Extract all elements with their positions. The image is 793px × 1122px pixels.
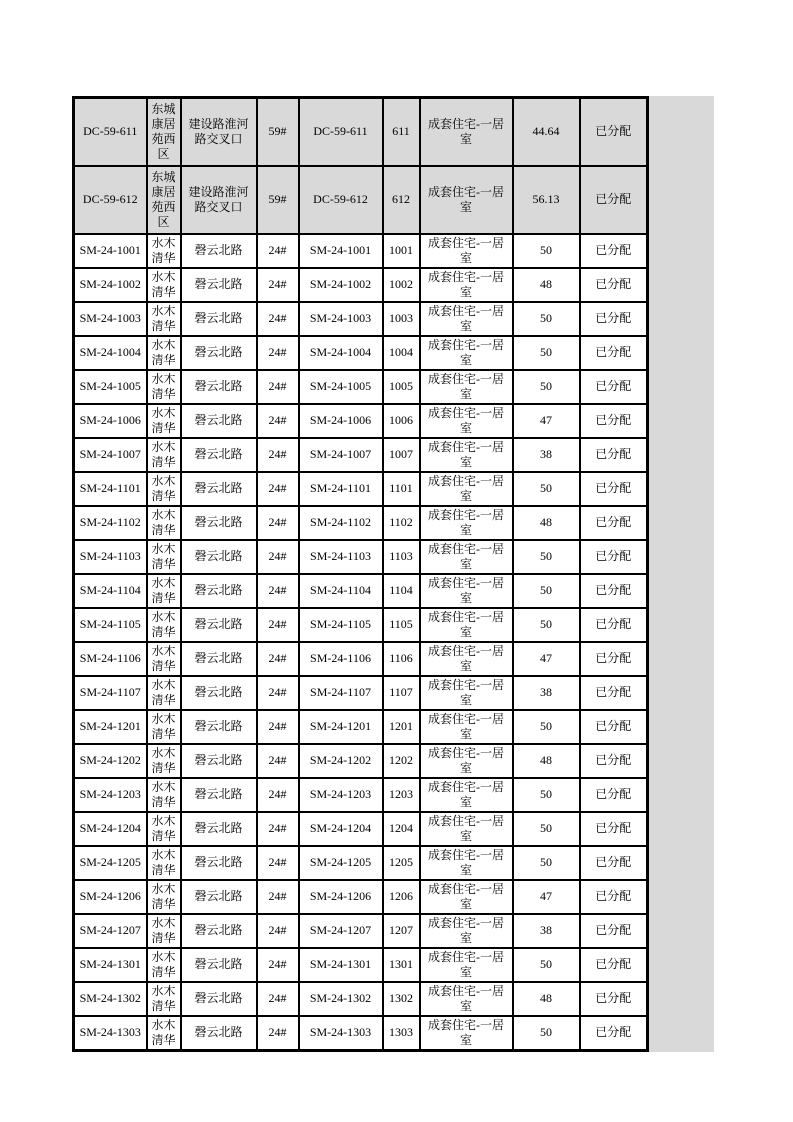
cell-area: 38 <box>513 676 580 710</box>
cell-code: SM-24-1105 <box>74 608 147 642</box>
cell-code: SM-24-1001 <box>74 234 147 268</box>
cell-room: 1004 <box>383 336 420 370</box>
cell-code_ref: SM-24-1202 <box>299 744 383 778</box>
cell-type: 成套住宅-一居室 <box>420 982 513 1016</box>
table-row <box>74 438 648 472</box>
cell-type: 成套住宅-一居室 <box>420 574 513 608</box>
cell-building: 24# <box>257 778 299 812</box>
cell-building: 24# <box>257 370 299 404</box>
cell-type: 成套住宅-一居室 <box>420 1016 513 1051</box>
cell-code: SM-24-1107 <box>74 676 147 710</box>
cell-building: 24# <box>257 404 299 438</box>
cell-road: 磬云北路 <box>181 642 257 676</box>
cell-estate: 水木清华 <box>147 404 181 438</box>
cell-building: 24# <box>257 234 299 268</box>
cell-code: SM-24-1302 <box>74 982 147 1016</box>
cell-room: 1202 <box>383 744 420 778</box>
cell-room: 1107 <box>383 676 420 710</box>
cell-area: 50 <box>513 302 580 336</box>
cell-building: 24# <box>257 268 299 302</box>
cell-road: 建设路淮河路交叉口 <box>181 166 257 234</box>
cell-type: 成套住宅-一居室 <box>420 914 513 948</box>
cell-status: 已分配 <box>580 710 648 744</box>
cell-road: 磬云北路 <box>181 710 257 744</box>
cell-estate: 水木清华 <box>147 982 181 1016</box>
cell-type: 成套住宅-一居室 <box>420 642 513 676</box>
cell-code_ref: SM-24-1001 <box>299 234 383 268</box>
cell-type: 成套住宅-一居室 <box>420 948 513 982</box>
cell-estate: 水木清华 <box>147 710 181 744</box>
cell-road: 磬云北路 <box>181 744 257 778</box>
cell-type: 成套住宅-一居室 <box>420 166 513 234</box>
cell-area: 48 <box>513 268 580 302</box>
cell-type: 成套住宅-一居室 <box>420 676 513 710</box>
table-row <box>74 914 648 948</box>
table-row <box>74 574 648 608</box>
cell-area: 47 <box>513 880 580 914</box>
cell-status: 已分配 <box>580 1016 648 1051</box>
cell-road: 磬云北路 <box>181 540 257 574</box>
table-row <box>74 404 648 438</box>
cell-building: 24# <box>257 302 299 336</box>
cell-room: 1301 <box>383 948 420 982</box>
cell-area: 47 <box>513 404 580 438</box>
cell-code_ref: SM-24-1004 <box>299 336 383 370</box>
cell-code: DC-59-612 <box>74 166 147 234</box>
cell-type: 成套住宅-一居室 <box>420 778 513 812</box>
cell-estate: 水木清华 <box>147 744 181 778</box>
cell-code: SM-24-1103 <box>74 540 147 574</box>
cell-status: 已分配 <box>580 540 648 574</box>
cell-area: 50 <box>513 1016 580 1051</box>
cell-road: 磬云北路 <box>181 302 257 336</box>
cell-estate: 水木清华 <box>147 676 181 710</box>
cell-room: 1101 <box>383 472 420 506</box>
cell-status: 已分配 <box>580 608 648 642</box>
cell-room: 1203 <box>383 778 420 812</box>
cell-status: 已分配 <box>580 914 648 948</box>
cell-type: 成套住宅-一居室 <box>420 608 513 642</box>
cell-building: 24# <box>257 506 299 540</box>
cell-road: 磬云北路 <box>181 846 257 880</box>
cell-status: 已分配 <box>580 268 648 302</box>
table-row <box>74 166 648 234</box>
cell-code: SM-24-1205 <box>74 846 147 880</box>
cell-building: 24# <box>257 438 299 472</box>
cell-code_ref: SM-24-1203 <box>299 778 383 812</box>
cell-code: SM-24-1002 <box>74 268 147 302</box>
cell-status: 已分配 <box>580 676 648 710</box>
cell-estate: 水木清华 <box>147 302 181 336</box>
cell-status: 已分配 <box>580 506 648 540</box>
cell-status: 已分配 <box>580 982 648 1016</box>
cell-status: 已分配 <box>580 846 648 880</box>
cell-estate: 水木清华 <box>147 574 181 608</box>
table-row <box>74 880 648 914</box>
cell-code: SM-24-1003 <box>74 302 147 336</box>
cell-code: SM-24-1206 <box>74 880 147 914</box>
cell-area: 48 <box>513 982 580 1016</box>
cell-road: 磬云北路 <box>181 506 257 540</box>
table-row <box>74 1016 648 1051</box>
cell-estate: 东城康居苑西区 <box>147 98 181 166</box>
table-row <box>74 948 648 982</box>
cell-estate: 水木清华 <box>147 880 181 914</box>
cell-room: 1002 <box>383 268 420 302</box>
cell-road: 磬云北路 <box>181 948 257 982</box>
cell-status: 已分配 <box>580 880 648 914</box>
cell-status: 已分配 <box>580 642 648 676</box>
cell-room: 1201 <box>383 710 420 744</box>
cell-building: 59# <box>257 166 299 234</box>
cell-type: 成套住宅-一居室 <box>420 880 513 914</box>
cell-code: SM-24-1006 <box>74 404 147 438</box>
cell-code_ref: SM-24-1303 <box>299 1016 383 1051</box>
table-row <box>74 302 648 336</box>
cell-room: 611 <box>383 98 420 166</box>
cell-code_ref: SM-24-1102 <box>299 506 383 540</box>
cell-status: 已分配 <box>580 336 648 370</box>
table-row <box>74 676 648 710</box>
cell-building: 24# <box>257 812 299 846</box>
cell-type: 成套住宅-一居室 <box>420 370 513 404</box>
cell-building: 24# <box>257 846 299 880</box>
cell-code_ref: SM-24-1205 <box>299 846 383 880</box>
cell-code_ref: DC-59-611 <box>299 98 383 166</box>
cell-area: 50 <box>513 574 580 608</box>
cell-code_ref: SM-24-1103 <box>299 540 383 574</box>
cell-building: 24# <box>257 1016 299 1051</box>
cell-status: 已分配 <box>580 438 648 472</box>
cell-road: 磬云北路 <box>181 982 257 1016</box>
cell-code_ref: SM-24-1105 <box>299 608 383 642</box>
cell-area: 50 <box>513 608 580 642</box>
cell-room: 1303 <box>383 1016 420 1051</box>
table-row <box>74 540 648 574</box>
cell-estate: 水木清华 <box>147 846 181 880</box>
cell-status: 已分配 <box>580 948 648 982</box>
cell-status: 已分配 <box>580 472 648 506</box>
cell-area: 47 <box>513 642 580 676</box>
cell-type: 成套住宅-一居室 <box>420 404 513 438</box>
cell-type: 成套住宅-一居室 <box>420 98 513 166</box>
cell-estate: 水木清华 <box>147 234 181 268</box>
cell-estate: 水木清华 <box>147 506 181 540</box>
cell-road: 磬云北路 <box>181 676 257 710</box>
cell-room: 1105 <box>383 608 420 642</box>
cell-area: 50 <box>513 710 580 744</box>
cell-room: 1106 <box>383 642 420 676</box>
cell-road: 磬云北路 <box>181 404 257 438</box>
cell-building: 24# <box>257 880 299 914</box>
table-row <box>74 472 648 506</box>
cell-area: 50 <box>513 846 580 880</box>
cell-road: 磬云北路 <box>181 268 257 302</box>
cell-area: 44.64 <box>513 98 580 166</box>
cell-room: 1103 <box>383 540 420 574</box>
cell-road: 磬云北路 <box>181 574 257 608</box>
cell-estate: 水木清华 <box>147 948 181 982</box>
cell-type: 成套住宅-一居室 <box>420 234 513 268</box>
cell-type: 成套住宅-一居室 <box>420 812 513 846</box>
cell-estate: 水木清华 <box>147 608 181 642</box>
cell-room: 1206 <box>383 880 420 914</box>
cell-building: 24# <box>257 608 299 642</box>
cell-building: 24# <box>257 744 299 778</box>
table-row <box>74 846 648 880</box>
cell-road: 磬云北路 <box>181 336 257 370</box>
cell-status: 已分配 <box>580 812 648 846</box>
cell-estate: 水木清华 <box>147 268 181 302</box>
cell-building: 24# <box>257 540 299 574</box>
cell-status: 已分配 <box>580 404 648 438</box>
cell-estate: 水木清华 <box>147 472 181 506</box>
cell-status: 已分配 <box>580 234 648 268</box>
cell-area: 38 <box>513 438 580 472</box>
cell-status: 已分配 <box>580 166 648 234</box>
cell-room: 1102 <box>383 506 420 540</box>
cell-code_ref: SM-24-1107 <box>299 676 383 710</box>
cell-area: 48 <box>513 506 580 540</box>
table-row <box>74 982 648 1016</box>
cell-area: 50 <box>513 812 580 846</box>
table-row <box>74 778 648 812</box>
cell-code: SM-24-1005 <box>74 370 147 404</box>
table-row <box>74 608 648 642</box>
table-row <box>74 710 648 744</box>
cell-code: DC-59-611 <box>74 98 147 166</box>
cell-code_ref: SM-24-1005 <box>299 370 383 404</box>
cell-room: 1204 <box>383 812 420 846</box>
cell-code_ref: SM-24-1006 <box>299 404 383 438</box>
cell-code_ref: DC-59-612 <box>299 166 383 234</box>
cell-road: 磬云北路 <box>181 438 257 472</box>
cell-estate: 水木清华 <box>147 914 181 948</box>
cell-type: 成套住宅-一居室 <box>420 710 513 744</box>
cell-room: 1006 <box>383 404 420 438</box>
cell-room: 1207 <box>383 914 420 948</box>
cell-code_ref: SM-24-1302 <box>299 982 383 1016</box>
cell-building: 24# <box>257 914 299 948</box>
cell-estate: 水木清华 <box>147 1016 181 1051</box>
cell-type: 成套住宅-一居室 <box>420 506 513 540</box>
cell-area: 50 <box>513 472 580 506</box>
table-row <box>74 370 648 404</box>
cell-status: 已分配 <box>580 744 648 778</box>
cell-building: 59# <box>257 98 299 166</box>
cell-estate: 东城康居苑西区 <box>147 166 181 234</box>
cell-road: 建设路淮河路交叉口 <box>181 98 257 166</box>
cell-room: 1005 <box>383 370 420 404</box>
cell-road: 磬云北路 <box>181 472 257 506</box>
cell-building: 24# <box>257 982 299 1016</box>
cell-area: 50 <box>513 540 580 574</box>
cell-type: 成套住宅-一居室 <box>420 540 513 574</box>
cell-code: SM-24-1202 <box>74 744 147 778</box>
cell-code_ref: SM-24-1207 <box>299 914 383 948</box>
table-row <box>74 98 648 166</box>
cell-room: 1003 <box>383 302 420 336</box>
cell-road: 磬云北路 <box>181 370 257 404</box>
table-row <box>74 812 648 846</box>
cell-building: 24# <box>257 472 299 506</box>
cell-area: 56.13 <box>513 166 580 234</box>
cell-status: 已分配 <box>580 778 648 812</box>
cell-type: 成套住宅-一居室 <box>420 472 513 506</box>
cell-code_ref: SM-24-1003 <box>299 302 383 336</box>
table-area <box>72 96 714 1052</box>
cell-estate: 水木清华 <box>147 336 181 370</box>
cell-code_ref: SM-24-1301 <box>299 948 383 982</box>
cell-type: 成套住宅-一居室 <box>420 302 513 336</box>
cell-status: 已分配 <box>580 574 648 608</box>
table-row <box>74 336 648 370</box>
cell-type: 成套住宅-一居室 <box>420 744 513 778</box>
cell-code: SM-24-1301 <box>74 948 147 982</box>
cell-code: SM-24-1106 <box>74 642 147 676</box>
cell-room: 1302 <box>383 982 420 1016</box>
cell-road: 磬云北路 <box>181 778 257 812</box>
cell-estate: 水木清华 <box>147 778 181 812</box>
cell-building: 24# <box>257 676 299 710</box>
cell-code: SM-24-1203 <box>74 778 147 812</box>
cell-area: 50 <box>513 234 580 268</box>
cell-building: 24# <box>257 336 299 370</box>
cell-area: 50 <box>513 778 580 812</box>
cell-building: 24# <box>257 642 299 676</box>
table-row <box>74 234 648 268</box>
cell-status: 已分配 <box>580 302 648 336</box>
cell-road: 磬云北路 <box>181 880 257 914</box>
cell-type: 成套住宅-一居室 <box>420 846 513 880</box>
cell-area: 50 <box>513 948 580 982</box>
cell-code_ref: SM-24-1007 <box>299 438 383 472</box>
cell-estate: 水木清华 <box>147 370 181 404</box>
cell-estate: 水木清华 <box>147 438 181 472</box>
cell-room: 612 <box>383 166 420 234</box>
cell-road: 磬云北路 <box>181 1016 257 1051</box>
table-row <box>74 268 648 302</box>
cell-code: SM-24-1201 <box>74 710 147 744</box>
cell-code: SM-24-1207 <box>74 914 147 948</box>
cell-road: 磬云北路 <box>181 608 257 642</box>
cell-code: SM-24-1101 <box>74 472 147 506</box>
cell-type: 成套住宅-一居室 <box>420 438 513 472</box>
cell-status: 已分配 <box>580 370 648 404</box>
cell-area: 50 <box>513 336 580 370</box>
cell-room: 1205 <box>383 846 420 880</box>
table-row <box>74 642 648 676</box>
cell-code: SM-24-1303 <box>74 1016 147 1051</box>
cell-code: SM-24-1004 <box>74 336 147 370</box>
cell-type: 成套住宅-一居室 <box>420 268 513 302</box>
cell-code_ref: SM-24-1002 <box>299 268 383 302</box>
cell-room: 1001 <box>383 234 420 268</box>
cell-code_ref: SM-24-1104 <box>299 574 383 608</box>
table-row <box>74 744 648 778</box>
cell-road: 磬云北路 <box>181 234 257 268</box>
cell-code: SM-24-1104 <box>74 574 147 608</box>
cell-type: 成套住宅-一居室 <box>420 336 513 370</box>
cell-area: 38 <box>513 914 580 948</box>
cell-status: 已分配 <box>580 98 648 166</box>
cell-building: 24# <box>257 948 299 982</box>
cell-estate: 水木清华 <box>147 812 181 846</box>
housing-allocation-table <box>72 96 649 1052</box>
right-gray-strip <box>649 96 714 1052</box>
cell-code_ref: SM-24-1206 <box>299 880 383 914</box>
cell-code_ref: SM-24-1101 <box>299 472 383 506</box>
cell-code: SM-24-1102 <box>74 506 147 540</box>
cell-building: 24# <box>257 574 299 608</box>
cell-code: SM-24-1007 <box>74 438 147 472</box>
cell-code_ref: SM-24-1201 <box>299 710 383 744</box>
cell-estate: 水木清华 <box>147 642 181 676</box>
cell-road: 磬云北路 <box>181 914 257 948</box>
cell-building: 24# <box>257 710 299 744</box>
cell-code: SM-24-1204 <box>74 812 147 846</box>
cell-room: 1007 <box>383 438 420 472</box>
table-row <box>74 506 648 540</box>
cell-area: 48 <box>513 744 580 778</box>
cell-code_ref: SM-24-1204 <box>299 812 383 846</box>
cell-area: 50 <box>513 370 580 404</box>
cell-estate: 水木清华 <box>147 540 181 574</box>
cell-room: 1104 <box>383 574 420 608</box>
cell-code_ref: SM-24-1106 <box>299 642 383 676</box>
cell-road: 磬云北路 <box>181 812 257 846</box>
